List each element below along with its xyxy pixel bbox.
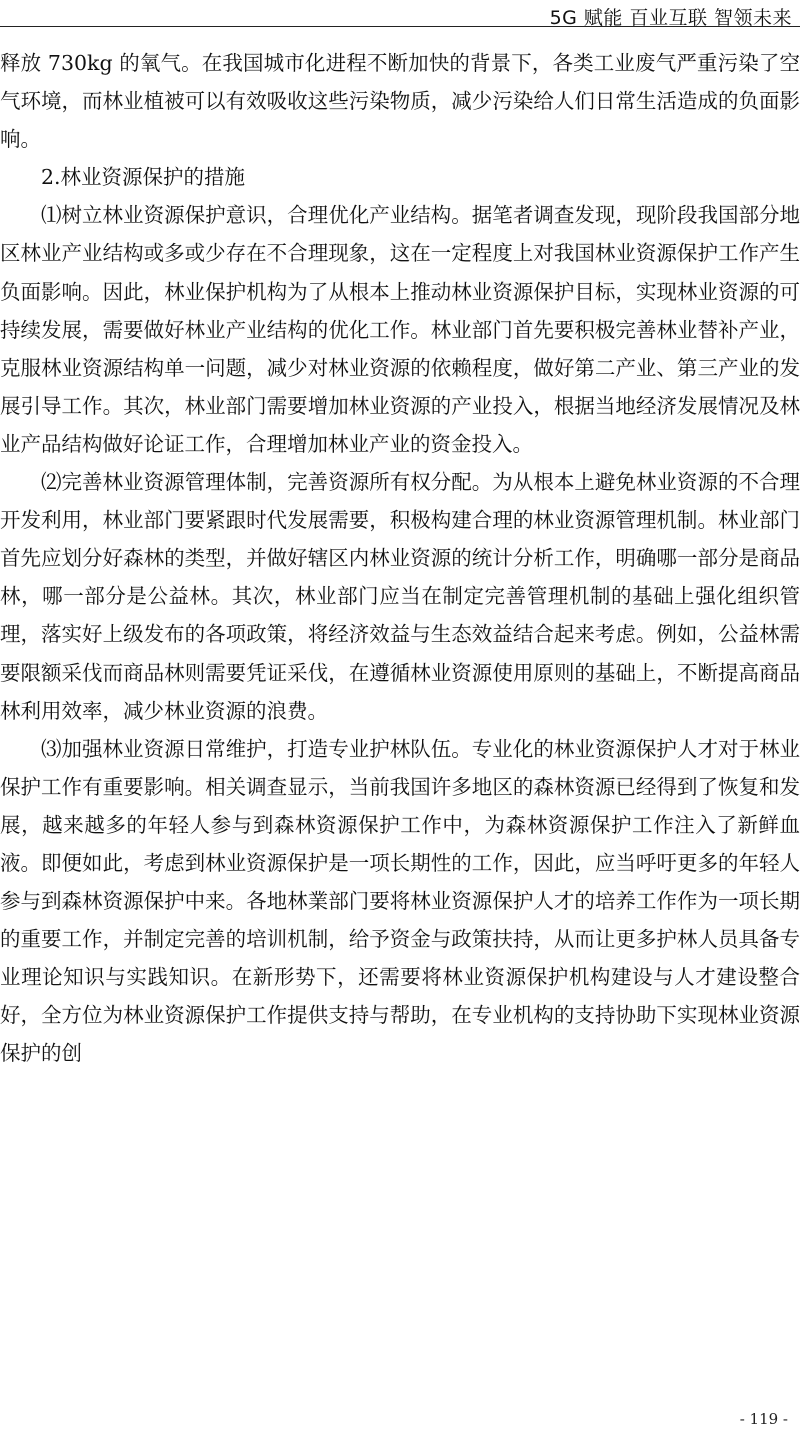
body-text: [0, 44, 800, 1073]
header-title: 5G 赋能 百业互联 智领未来: [549, 7, 792, 29]
header-rule: [0, 26, 800, 27]
paragraph-continuation: 释放 730kg 的氧气。在我国城市化进程不断加快的背景下，各类工业废气严重污染了空气环境，而林业植被可以有效吸收这些污染物质，减少污染给人们日常生活造成的负面影响。: [0, 51, 800, 152]
page-header: [0, 0, 800, 30]
section-heading: 2.林业资源保护的措施: [41, 165, 246, 190]
paragraph-measure-3: ⑶加强林业资源日常维护，打造专业护林队伍。专业化的林业资源保护人才对于林业保护工作有重要影响。相关调查显示，当前我国许多地区的森林资源已经得到了恢复和发展，越来越多的年轻人参与到森林资源保护工作中，为森林资源保护工作注入了新鲜血液。即便如此，考虑到林业资源保护是一项长期性的工作，因此，应当呼吁更多的年轻人参与到森林资源保护中来。各地林業部门要将林业资源保护人才的培养工作作为一项长期的重要工作，并制定完善的培训机制，给予资金与政策扶持，从而让更多护林人员具备专业理论知识与实践知识。在新形势下，还需要将林业资源保护机构建设与人才建设整合好，全方位为林业资源保护工作提供支持与帮助，在专业机构的支持协助下实现林业资源保护的创: [0, 736, 800, 1066]
paragraph-measure-2: ⑵完善林业资源管理体制，完善资源所有权分配。为从根本上避免林业资源的不合理开发利用，林业部门要紧跟时代发展需要，积极构建合理的林业资源管理机制。林业部门首先应划分好森林的类型，并做好辖区内林业资源的统计分析工作，明确哪一部分是商品林，哪一部分是公益林。其次，林业部门应当在制定完善管理机制的基础上强化组织管理，落实好上级发布的各项政策，将经济效益与生态效益结合起来考虑。例如，公益林需要限额采伐而商品林则需要凭证采伐，在遵循林业资源使用原则的基础上，不断提高商品林利用效率，减少林业资源的浪费。: [0, 470, 800, 723]
paragraph-measure-1: ⑴树立林业资源保护意识，合理优化产业结构。据笔者调查发现，现阶段我国部分地区林业产业结构或多或少存在不合理现象，这在一定程度上对我国林业资源保护工作产生负面影响。因此，林业保护机构为了从根本上推动林业资源保护目标，实现林业资源的可持续发展，需要做好林业产业结构的优化工作。林业部门首先要积极完善林业替补产业，克服林业资源结构单一问题，减少对林业资源的依赖程度，做好第二产业、第三产业的发展引导工作。其次，林业部门需要增加林业资源的产业投入，根据当地经济发展情况及林业产品结构做好论证工作，合理增加林业产业的资金投入。: [0, 203, 800, 456]
page-number: - 119 -: [739, 1410, 788, 1428]
